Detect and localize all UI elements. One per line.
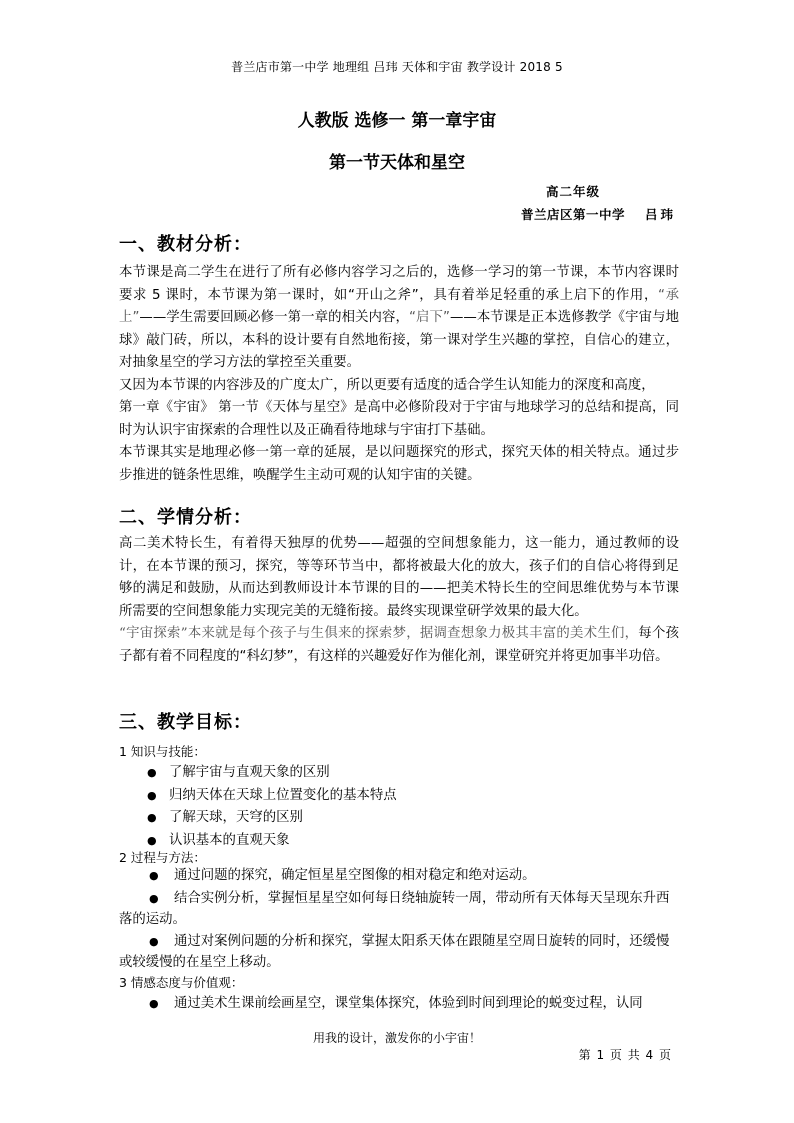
- section-body-textbook-analysis: [119, 262, 679, 487]
- school-author-line: [521, 205, 676, 223]
- document-title: 人教版 选修一 第一章宇宙: [297, 111, 497, 131]
- list-item: ● 了解宇宙与直观天象的区别: [119, 762, 679, 783]
- bullet-icon: ●: [147, 788, 157, 802]
- page-number: 第 1 页 共 4 页: [578, 1048, 672, 1062]
- objectives-list-knowledge: [119, 762, 679, 852]
- paragraph: 本节课是高二学生在进行了所有必修内容学习之后的，选修一学习的第一节课，本节内容课时要求 5 课时，本节课为第一课时，如“开山之斧”，具有着举足轻重的承上启下的作用，“承上”——学生需要回顾必修一第一章的相关内容，“启下”——本节课是正本选修教学《宇宙与地球》敲门砖，所以，本科的设计要有自然地衔接，第一课对学生兴趣的掌控，自信心的建立，对抽象星空的学习方法的掌控至关重要。: [119, 265, 680, 370]
- school-name: 普兰店区第一中学: [521, 207, 626, 222]
- bullet-icon: ●: [149, 869, 159, 882]
- section-heading-teaching-objectives: 三、教学目标：: [119, 712, 252, 733]
- objectives-list-process: [119, 865, 679, 975]
- subheading-knowledge-skills: 1 知识与技能：: [119, 744, 206, 759]
- list-item: ● 通过美术生课前绘画星空，课堂集体探究，体验到时间到理论的蜕变过程，认同: [119, 993, 679, 1014]
- subheading-attitudes-values: 3 情感态度与价值观：: [119, 975, 244, 990]
- list-item: ● 了解天球，天穹的区别: [119, 807, 679, 828]
- section-heading-textbook-analysis: 一、教材分析：: [119, 234, 252, 255]
- grade-label: 高二年级: [546, 184, 601, 199]
- paragraph: 高二美术特长生，有着得天独厚的优势——超强的空间想象能力，这一能力，通过教师的设计，在本节课的预习，探究，等等环节当中，都将被最大化的放大，孩子们的自信心将得到足够的满足和鼓励，从而达到教师设计本节课的目的——把美术特长生的空间思维优势与本节课所需要的空间想象能力实现完美的无缝衔接。最终实现课堂研学效果的最大化。: [119, 536, 679, 619]
- lesson-title: 第一节天体和星空: [329, 153, 465, 173]
- paragraph: 又因为本节课的内容涉及的广度太广，所以更要有适度的适合学生认知能力的深度和高度，: [119, 377, 655, 393]
- bullet-icon: ●: [147, 833, 157, 847]
- paragraph: 第一章《宇宙》 第一节《天体与星空》是高中必修阶段对于宇宙与地球学习的总结和提高，同时为认识宇宙探索的合理性以及正确看待地球与宇宙打下基础。: [119, 400, 679, 438]
- list-item: ● 通过问题的探究，确定恒星星空图像的相对稳定和绝对运动。: [119, 865, 679, 886]
- bullet-icon: ●: [147, 766, 157, 779]
- paragraph: 本节课其实是地理必修一第一章的延展，是以问题探究的形式，探究天体的相关特点。通过步步推进的链条性思维，唤醒学生主动可观的认知宇宙的关键。: [119, 445, 679, 483]
- list-item: ● 归纳天体在天球上位置变化的基本特点: [119, 785, 679, 806]
- bullet-icon: ●: [149, 997, 159, 1010]
- page-footer: 用我的设计，激发你的小宇宙！: [312, 1031, 481, 1045]
- bullet-icon: ●: [149, 891, 159, 905]
- list-item: ● 通过对案例问题的分析和探究，掌握太阳系天体在跟随星空周日旋转的同时，还缓慢或较缓慢的在星空上移动。: [119, 931, 679, 973]
- list-item: ● 结合实例分析，掌握恒星星空如何每日绕轴旋转一周，带动所有天体每天呈现东升西落的运动。: [119, 888, 679, 930]
- section-body-student-analysis: [119, 533, 679, 668]
- section-heading-student-analysis: 二、学情分析：: [119, 507, 252, 528]
- objectives-list-attitudes: [119, 993, 679, 1016]
- bullet-icon: ●: [149, 935, 159, 948]
- bullet-icon: ●: [147, 811, 157, 824]
- author-name: 吕玮: [645, 207, 677, 222]
- list-item: ● 认识基本的直观天象: [119, 830, 679, 851]
- page-header: 普兰店市第一中学 地理组 吕玮 天体和宇宙 教学设计 2018 5: [231, 60, 563, 74]
- subheading-process-methods: 2 过程与方法：: [119, 850, 206, 865]
- paragraph: “宇宙探索”本来就是每个孩子与生俱来的探索梦，据调查想象力极其丰富的美术生们，每个孩子都有着不同程度的“科幻梦”，有这样的兴趣爱好作为催化剂，课堂研究并将更加事半功倍。: [119, 626, 679, 664]
